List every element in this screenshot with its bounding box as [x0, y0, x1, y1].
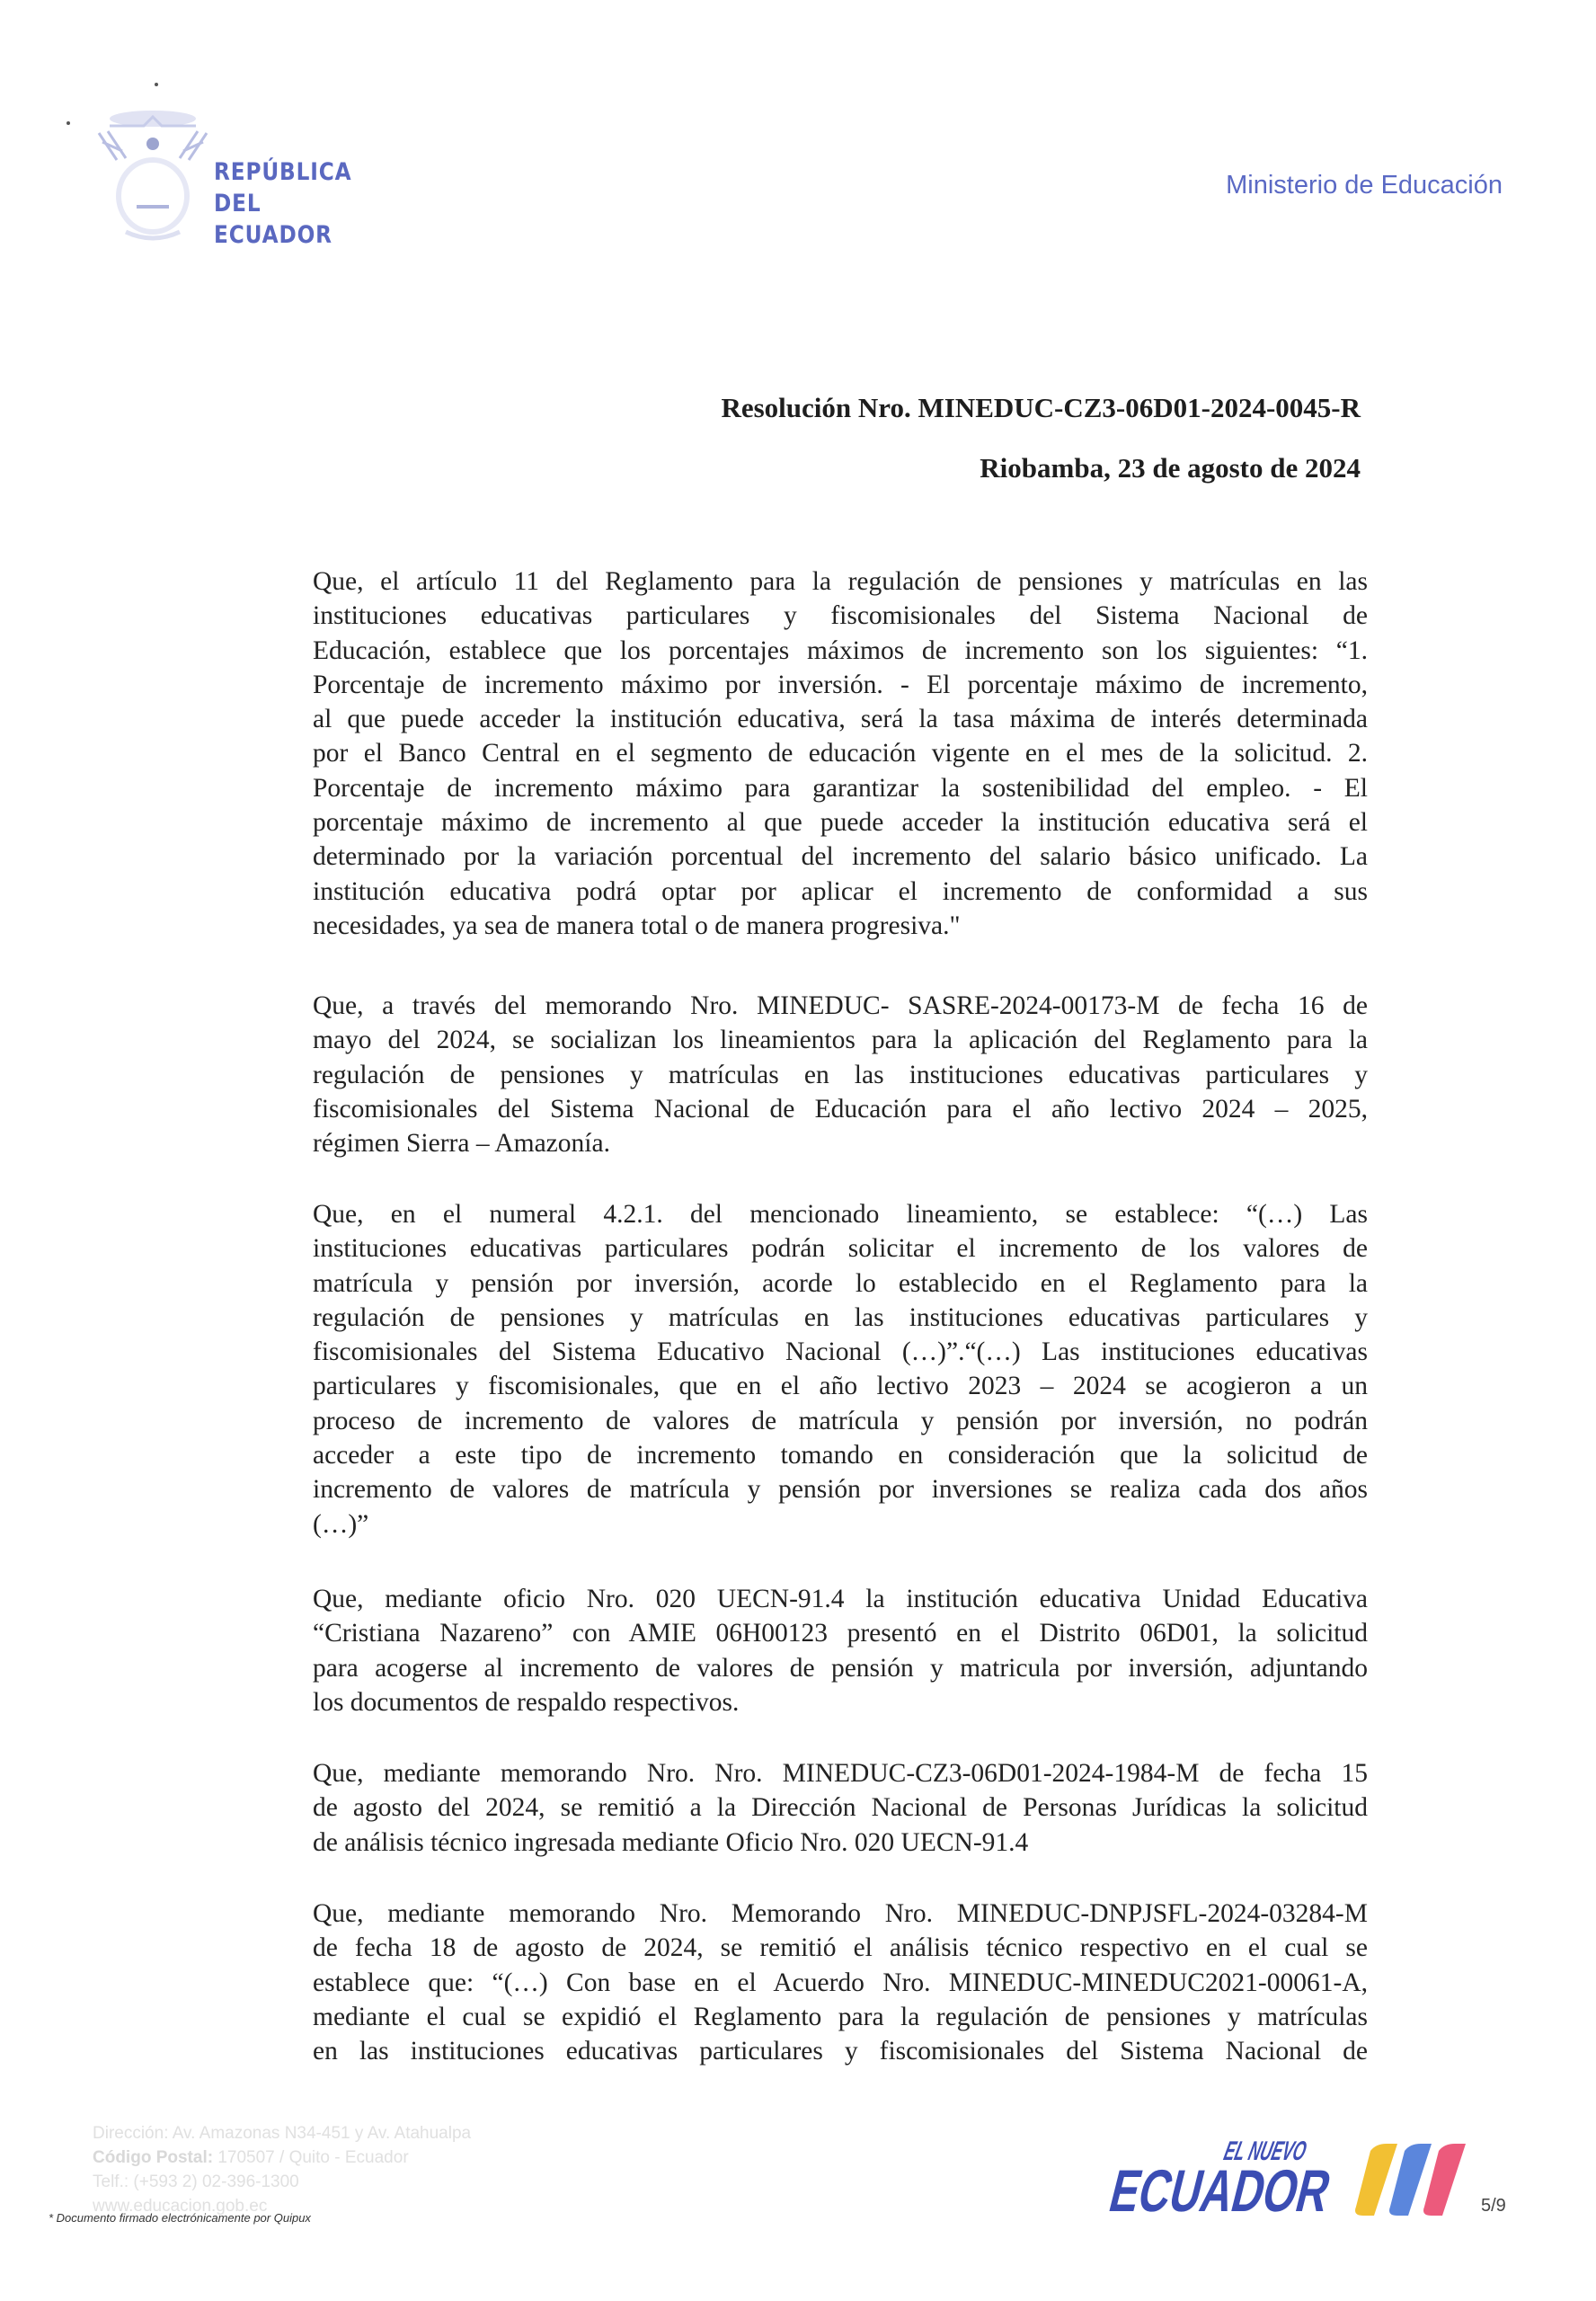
text-line: porcentaje máximo de incremento al que puede acceder la institución educativa será el — [313, 808, 1368, 838]
ecuador-coat-of-arms-icon — [90, 106, 216, 250]
text-line: Que, en el numeral 4.2.1. del mencionado lineamiento, se establece: “(…) Las — [313, 1200, 1368, 1229]
text-line: matrícula y pensión por inversión, acorde lo establecido en el Reglamento para la — [313, 1268, 1368, 1298]
paragraph-memorando-03284 — [313, 1897, 1368, 2068]
postal-line: Código Postal: 170507 / Quito - Ecuador — [93, 2148, 409, 2167]
paragraph — [313, 1897, 1368, 2068]
paragraph — [313, 1756, 1368, 1860]
text-line: régimen Sierra – Amazonía. — [313, 1129, 610, 1159]
paragraph-numeral-4-2-1 — [313, 1197, 1368, 1541]
paragraph-oficio-020 — [313, 1582, 1368, 1719]
footer-address-block — [93, 2121, 471, 2218]
el-nuevo-ecuador-logo — [1101, 2126, 1478, 2225]
paragraph-memorando-1984 — [313, 1756, 1368, 1860]
text-line: (…)” — [313, 1509, 369, 1539]
scan-speck — [66, 121, 70, 125]
phone-line: Telf.: (+593 2) 02-396-1300 — [93, 2172, 299, 2191]
page-number: 5/9 — [1481, 2196, 1506, 2216]
text-line: Que, el artículo 11 del Reglamento para la regulación de pensiones y matrículas en las — [313, 567, 1368, 596]
text-line: Que, mediante memorando Nro. Nro. MINEDUC-CZ3-06D01-2024-1984-M de fecha 15 — [313, 1759, 1368, 1788]
text-line: mayo del 2024, se socializan los lineamientos para la aplicación del Reglamento para la — [313, 1026, 1368, 1055]
resolution-number: Resolución Nro. MINEDUC-CZ3-06D01-2024-0045-R — [721, 392, 1361, 423]
text-line: “Cristiana Nazareno” con AMIE 06H00123 presentó en el Distrito 06D01, la solicitud — [313, 1619, 1368, 1648]
text-line: Educación, establece que los porcentajes máximos de incremento son los siguientes: “1. — [313, 635, 1368, 665]
text-line: por el Banco Central en el segmento de educación vigente en el mes de la solicitud. 2. — [313, 739, 1368, 768]
text-line: fiscomisionales del Sistema Educativo Nacional (…)”.“(…) Las instituciones educativas — [313, 1337, 1368, 1367]
paragraph — [313, 989, 1368, 1160]
electronic-signature-note: * Documento firmado electrónicamente por Quipux — [49, 2211, 311, 2225]
red-stripe — [1423, 2144, 1466, 2216]
text-line: de agosto del 2024, se remitió a la Dirección Nacional de Personas Jurídicas la solicitud — [313, 1793, 1368, 1823]
text-line: instituciones educativas particulares y fiscomisionales del Sistema Nacional de — [313, 601, 1368, 631]
address-line: Dirección: Av. Amazonas N34-451 y Av. Atahualpa — [93, 2124, 472, 2143]
svg-text:ECUADOR: ECUADOR — [1103, 2157, 1420, 2225]
text-line: institución educativa podrá optar por aplicar el incremento de conformidad a sus — [313, 876, 1368, 906]
text-line: regulación de pensiones y matrículas en las instituciones educativas particulares y — [313, 1060, 1368, 1089]
text-line: fiscomisionales del Sistema Nacional de Educación para el año lectivo 2024 – 2025, — [313, 1094, 1368, 1124]
website-link[interactable]: www.educacion.gob.ec — [93, 2197, 268, 2216]
text-line: Porcentaje de incremento máximo para garantizar la sostenibilidad del empleo. - El — [313, 773, 1368, 803]
el-nuevo-ecuador-logo-icon — [1101, 2126, 1478, 2225]
text-line: mediante el cual se expidió el Reglamento para la regulación de pensiones y matrículas — [313, 2002, 1368, 2031]
country-name: REPÚBLICA DEL ECUADOR — [214, 158, 352, 249]
text-line: los documentos de respaldo respectivos. — [313, 1687, 740, 1717]
text-line: establece que: “(…) Con base en el Acuerdo Nro. MINEDUC-MINEDUC2021-00061-A, — [313, 1968, 1368, 1997]
paragraph — [313, 1197, 1368, 1541]
text-line: regulación de pensiones y matrículas en las instituciones educativas particulares y — [313, 1302, 1368, 1332]
scan-speck — [155, 83, 158, 86]
text-line: Que, mediante oficio Nro. 020 UECN-91.4 la institución educativa Unidad Educativa — [313, 1585, 1368, 1613]
text-line: de fecha 18 de agosto de 2024, se remitió el análisis técnico respectivo en el cual se — [313, 1933, 1368, 1963]
text-line: incremento de valores de matrícula y pensión por inversiones se realiza cada dos años — [313, 1475, 1368, 1505]
paragraph-memorando-sasre — [313, 989, 1368, 1160]
resolution-place-date: Riobamba, 23 de agosto de 2024 — [980, 452, 1361, 484]
text-line: particulares y fiscomisionales, que en el año lectivo 2023 – 2024 se acogieron a un — [313, 1372, 1368, 1401]
text-line: proceso de incremento de valores de matrícula y pensión por inversión, no podrán — [313, 1406, 1368, 1435]
text-line: Que, a través del memorando Nro. MINEDUC- SASRE-2024-00173-M de fecha 16 de — [313, 991, 1368, 1020]
text-line: de análisis técnico ingresada mediante Oficio Nro. 020 UECN-91.4 — [313, 1827, 1029, 1857]
text-line: acceder a este tipo de incremento tomando en consideración que la solicitud de — [313, 1441, 1368, 1470]
ministry-name: Ministerio de Educación — [1226, 171, 1503, 200]
text-line: para acogerse al incremento de valores de pensión y matricula por inversión, adjuntando — [313, 1653, 1368, 1683]
text-line: en las instituciones educativas particulares y fiscomisionales del Sistema Nacional de — [313, 2037, 1368, 2066]
paragraph — [313, 564, 1368, 943]
paragraph-article-11 — [313, 564, 1368, 943]
text-line: Que, mediante memorando Nro. Memorando Nro. MINEDUC-DNPJSFL-2024-03284-M — [313, 1899, 1368, 1928]
paragraph — [313, 1582, 1368, 1719]
text-line: instituciones educativas particulares podrán solicitar el incremento de los valores de — [313, 1234, 1368, 1264]
svg-text:EL NUEVO: EL NUEVO — [1220, 2136, 1366, 2166]
republica-del-ecuador-logo — [90, 106, 377, 250]
text-line: Porcentaje de incremento máximo por inversión. - El porcentaje máximo de incremento, — [313, 670, 1368, 699]
text-line: determinado por la variación porcentual del incremento del salario básico unificado. La — [313, 842, 1368, 872]
text-line: al que puede acceder la institución educativa, será la tasa máxima de interés determinada — [313, 705, 1368, 734]
text-line: necesidades, ya sea de manera total o de manera progresiva." — [313, 911, 961, 940]
